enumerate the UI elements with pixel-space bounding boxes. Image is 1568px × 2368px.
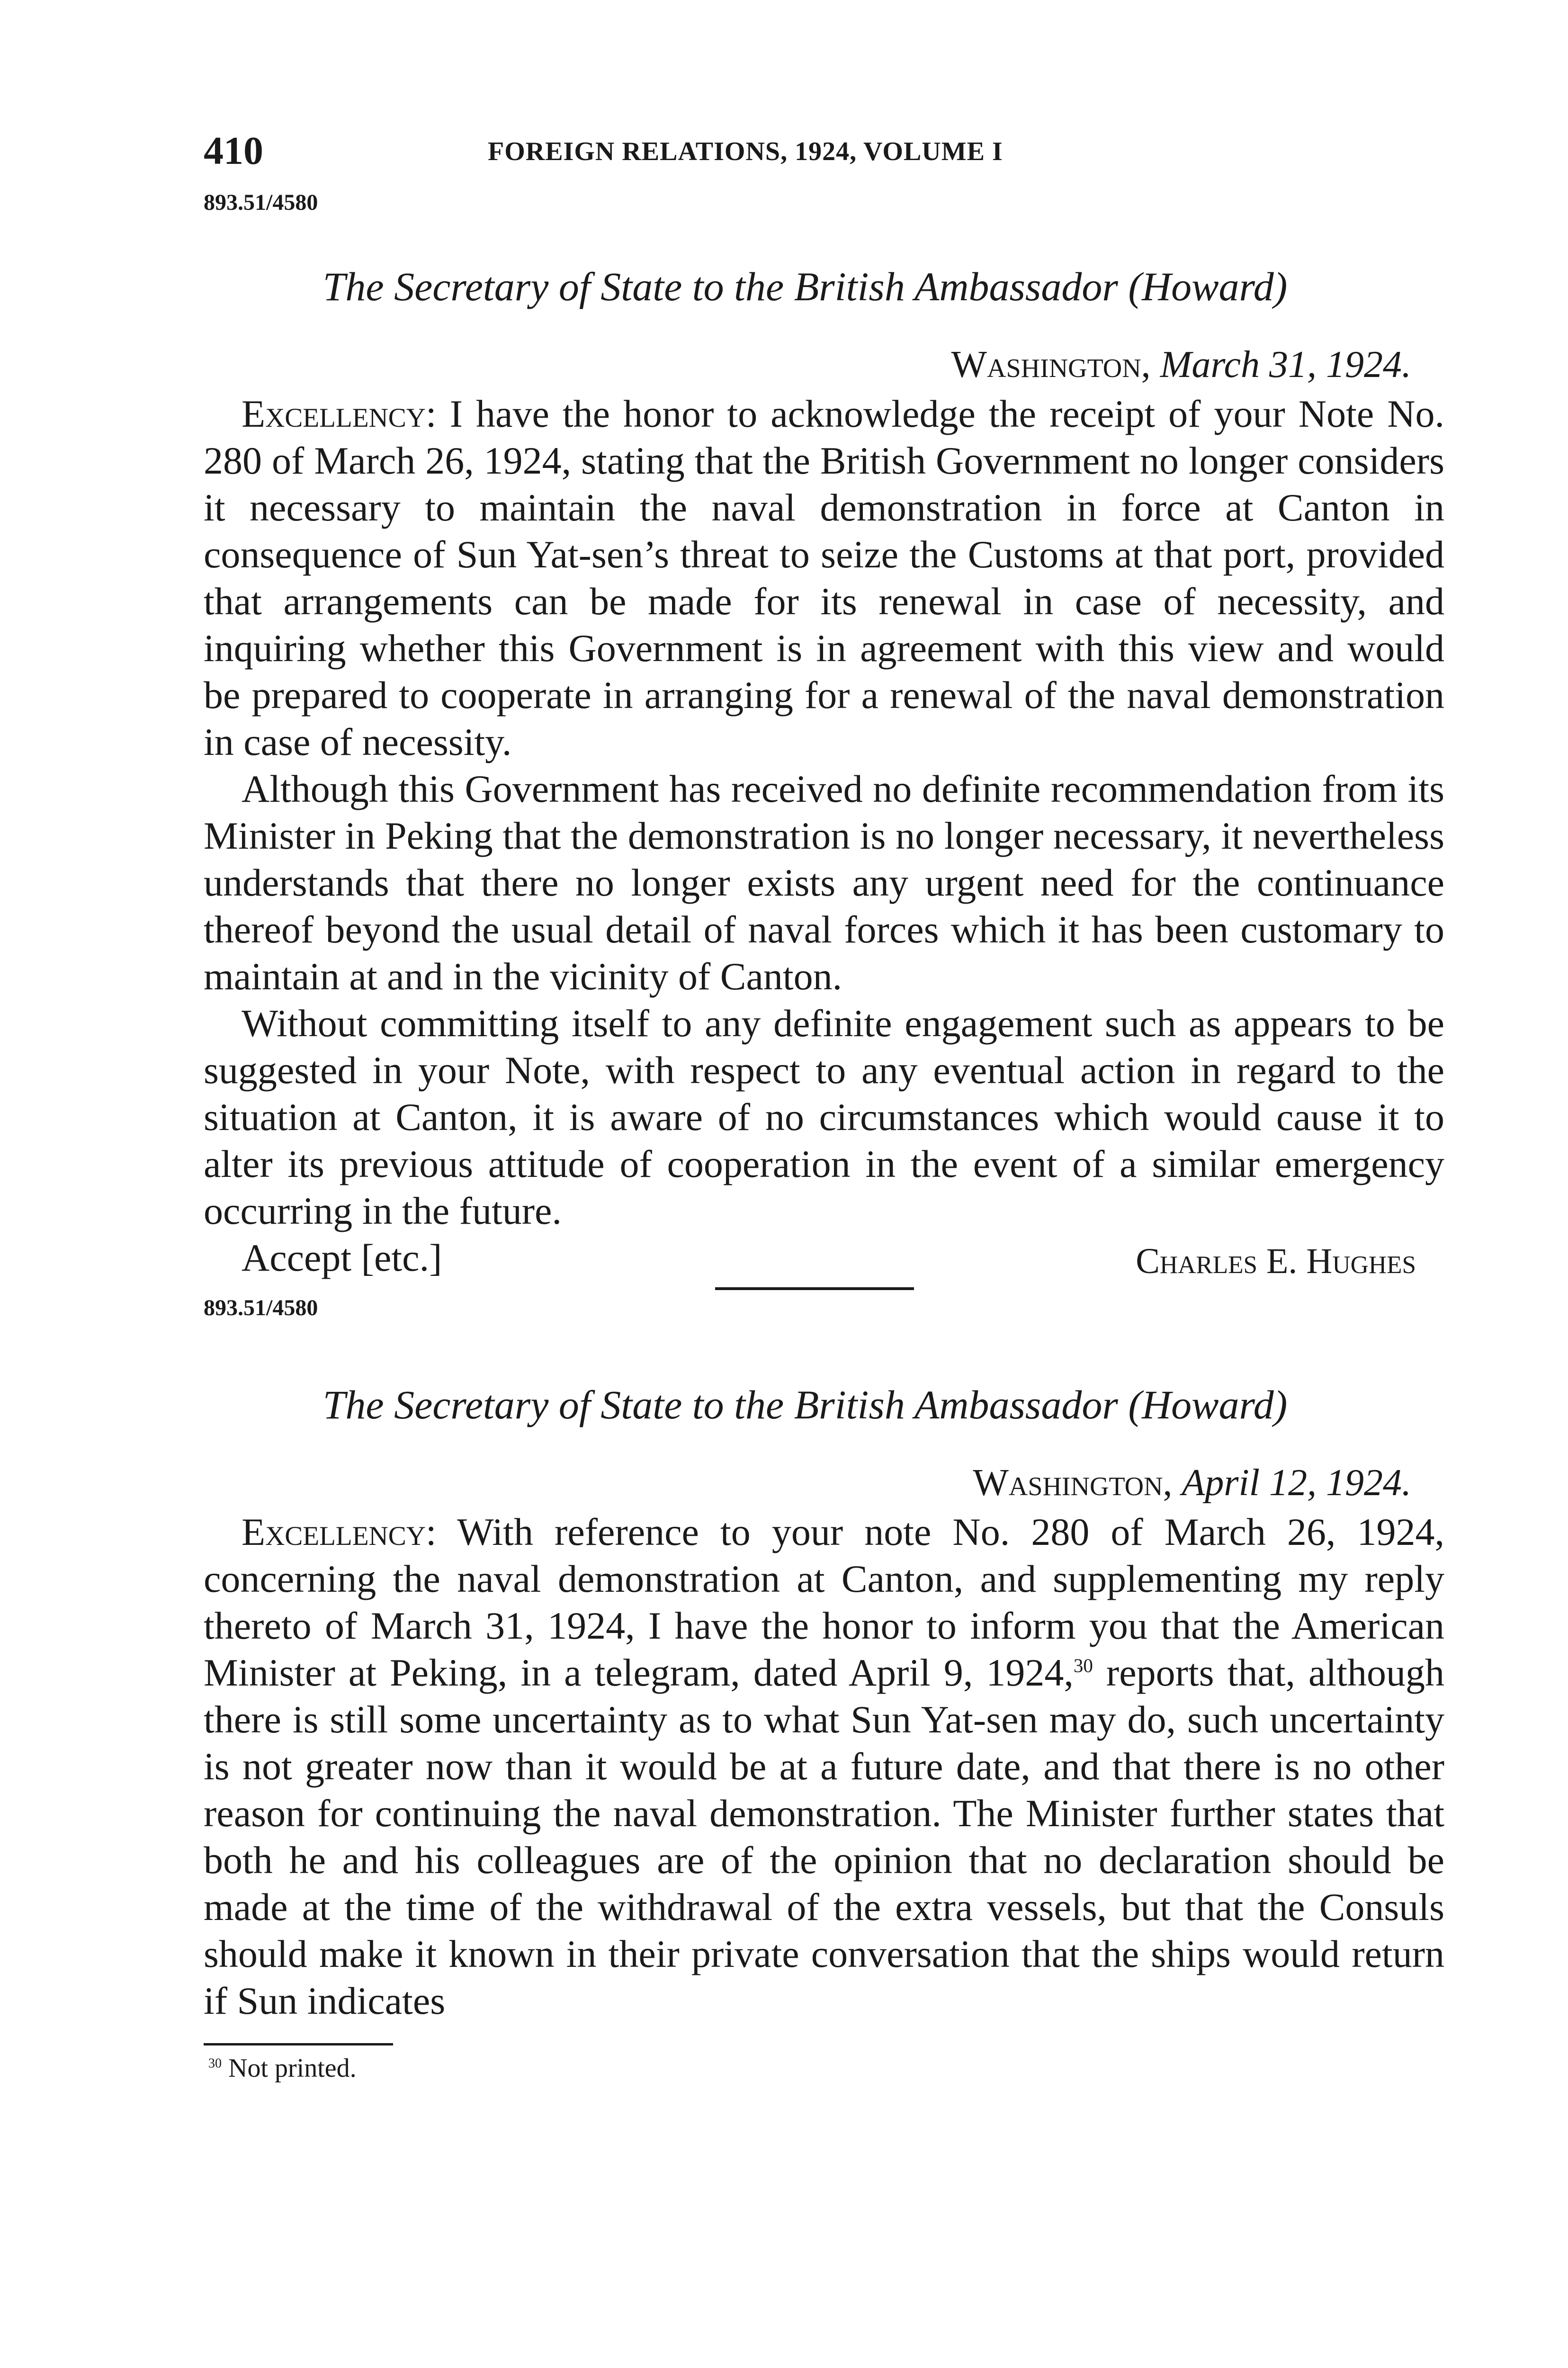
separator-rule (715, 1287, 914, 1290)
document-page (204, 128, 1444, 2083)
salutation: Excellency: (242, 392, 437, 435)
footnote-reference[interactable]: 30 (1073, 1654, 1093, 1677)
paragraph-text: I have the honor to acknowledge the receipt of your Note No. 280 of March 26, 1924, stating that the British Government no longer considers it necessary to maintain the naval demonstration in force at Canton in consequence of Sun Yat-sen’s threat to seize the Customs at that port, provided that arrangements can be made for its renewal in case of necessity, and inquiring whether this Government is in agreement with this view and would be prepared to cooperate in arranging for a renewal of the naval demonstration in case of necessity. (204, 392, 1444, 763)
paragraph: Although this Government has received no definite recommendation from its Minister in Peking that the demonstration is no longer necessary, it nevertheless understands that there no longer exists any urgent need for the continuance thereof beyond the usual detail of naval forces which it has been customary to maintain at and in the vicinity of Canton. (204, 767, 1444, 998)
salutation: Excellency: (242, 1510, 437, 1553)
document-heading: The Secretary of State to the British Ambassador (Howard) (323, 1382, 1288, 1427)
file-number: 893.51/4580 (204, 190, 318, 215)
complimentary-close: Accept [etc.] (242, 1236, 442, 1279)
dateline-place: Washington, (973, 1462, 1173, 1504)
document-separator (204, 1282, 1444, 1324)
file-number: 893.51/4580 (204, 1295, 318, 1320)
dateline-date: March 31, 1924. (1160, 344, 1411, 386)
dateline-date: April 12, 1924. (1182, 1462, 1411, 1504)
paragraph-text: With reference to your note No. 280 of March 26, 1924, concerning the naval demonstration at Canton, and supplementing my reply thereto of March 31, 1924, I have the honor to inform you that the American Minister at Peking, in a telegram, dated April 9, 1924, (204, 1510, 1444, 1694)
closing-block (204, 1234, 1444, 1282)
footnote-rule (204, 2043, 393, 2045)
dateline (204, 343, 1444, 386)
signature: Charles E. Hughes (1136, 1241, 1416, 1281)
footnote-text: Not printed. (228, 2054, 357, 2083)
footnote (204, 2053, 1444, 2083)
dateline (204, 1462, 1444, 1505)
running-head (204, 128, 1444, 180)
paragraph (204, 390, 1444, 765)
document-heading: The Secretary of State to the British Ambassador (Howard) (323, 264, 1288, 309)
paragraph-text: reports that, although there is still some uncertainty as to what Sun Yat-sen may do, such uncertainty is not greater now than it would be at a future date, and that there is no other reason for continuing the naval demonstration. The Minister further states that both he and his colleagues are of the opinion that no declaration should be made at the time of the withdrawal of the extra vessels, but that the Consuls should make it known in their private conversation that the ships would return if Sun indicates (204, 1651, 1444, 2022)
footnote-number: 30 (208, 2056, 222, 2071)
paragraph: Without committing itself to any definite engagement such as appears to be suggested in your Note, with respect to any eventual action in regard to the situation at Canton, it is aware of no circumstances which would cause it to alter its previous attitude of cooperation in the event of a similar emergency occurring in the future. (204, 1002, 1444, 1232)
dateline-place: Washington, (951, 344, 1151, 386)
running-title: FOREIGN RELATIONS, 1924, VOLUME I (488, 137, 1003, 166)
page-number: 410 (204, 129, 263, 173)
paragraph (204, 1508, 1444, 2024)
